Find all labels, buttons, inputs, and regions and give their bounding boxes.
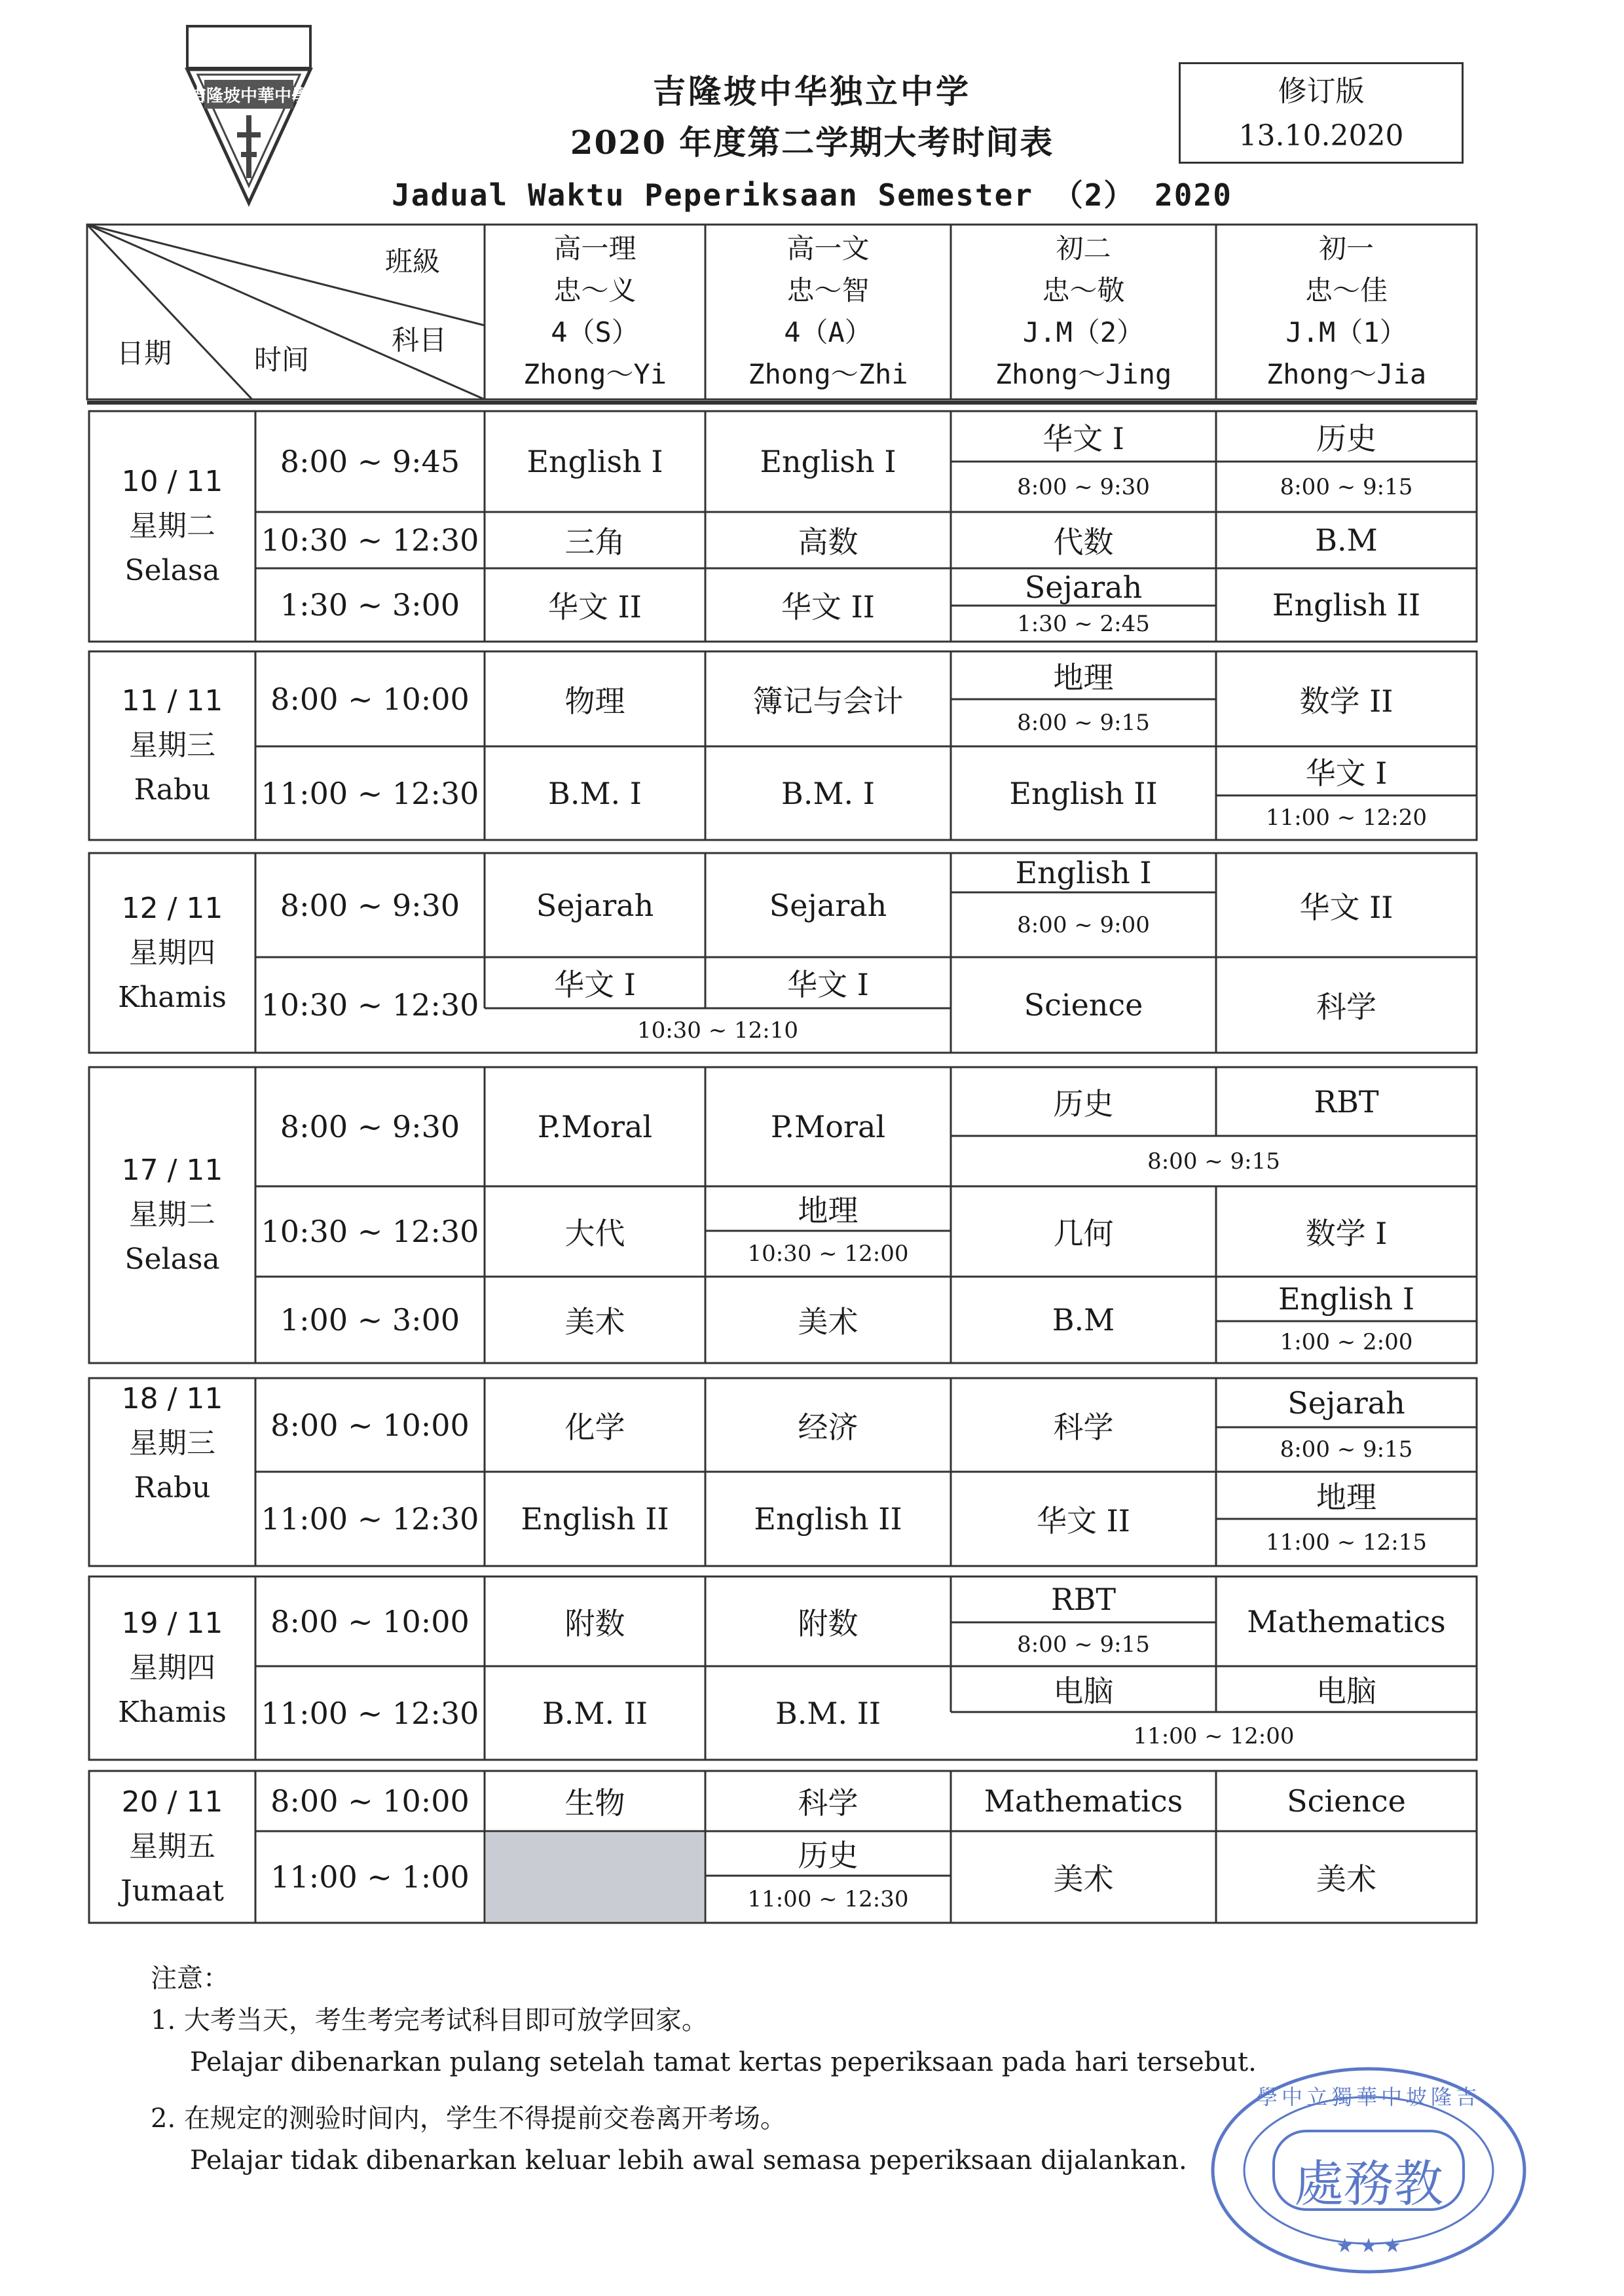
subject-cell: 美术 (1053, 1861, 1114, 1897)
subject-cell: 科学 (1053, 1409, 1114, 1445)
subject-cell: 历史 (798, 1838, 858, 1873)
day-label-3: 12 / 11 星期四 Khamis (118, 891, 227, 1014)
time-slot: 1:00 ~ 3:00 (280, 1302, 460, 1338)
day-label-6: 19 / 11 星期四 Khamis (118, 1607, 227, 1729)
subject-time: 10:30 ~ 12:10 (637, 1017, 799, 1044)
time-slot: 8:00 ~ 9:30 (280, 887, 460, 923)
subject-cell: English I (760, 444, 896, 479)
subject-cell: 高数 (798, 524, 858, 560)
subject-cell: 三角 (564, 524, 625, 560)
subject-cell: 美术 (564, 1304, 625, 1339)
subject-cell: Sejarah (769, 887, 887, 923)
time-slot: 8:00 ~ 10:00 (270, 681, 470, 717)
subject-cell: 华文 II (548, 589, 642, 625)
subject-time: 11:00 ~ 12:15 (1265, 1529, 1428, 1556)
note-2-ms: Pelajar tidak dibenarkan keluar lebih awal semasa peperiksaan dijalankan. (190, 2145, 1187, 2176)
subject-cell: 华文 II (781, 589, 875, 625)
subject-cell: 美术 (1316, 1861, 1376, 1897)
subject-cell: B.M (1315, 522, 1378, 558)
subject-time: 11:00 ~ 12:20 (1265, 805, 1428, 831)
subject-cell: 附数 (798, 1605, 858, 1641)
subject-cell: 华文 II (1037, 1503, 1130, 1539)
time-slot: 11:00 ~ 12:30 (261, 775, 479, 811)
subject-time: 1:30 ~ 2:45 (1017, 610, 1150, 637)
subject-cell: 美术 (798, 1304, 858, 1339)
time-slot: 8:00 ~ 9:45 (280, 444, 460, 479)
header-subject-label: 科目 (391, 324, 447, 356)
time-slot: 8:00 ~ 10:00 (270, 1407, 470, 1443)
subject-cell: 附数 (564, 1605, 625, 1641)
subject-cell: 物理 (564, 683, 625, 719)
header-column-3: 初二 忠～敬 J.M（2） Zhong～Jing (995, 232, 1172, 390)
subject-cell: Sejarah (1024, 569, 1143, 605)
time-slot: 8:00 ~ 9:30 (280, 1109, 460, 1144)
subject-cell: 电脑 (1316, 1673, 1376, 1709)
day-label-2: 11 / 11 星期三 Rabu (121, 684, 223, 807)
subject-cell: 代数 (1053, 524, 1114, 560)
time-slot: 10:30 ~ 12:30 (261, 1214, 479, 1249)
subject-time: 8:00 ~ 9:15 (1280, 1436, 1413, 1463)
subject-cell: Mathematics (984, 1783, 1183, 1819)
subject-cell: B.M. II (775, 1695, 881, 1731)
subject-cell: P.Moral (770, 1109, 886, 1144)
subject-time: 8:00 ~ 9:15 (1280, 473, 1413, 500)
header-column-2: 高一文 忠～智 4（A） Zhong～Zhi (748, 232, 908, 390)
time-slot: 11:00 ~ 12:30 (261, 1695, 479, 1731)
header-column-4: 初一 忠～佳 J.M（1） Zhong～Jia (1266, 232, 1427, 390)
time-slot: 11:00 ~ 12:30 (261, 1501, 479, 1537)
time-slot: 8:00 ~ 10:00 (270, 1783, 470, 1819)
office-stamp (1208, 2062, 1529, 2278)
subject-cell: 华文 I (1043, 420, 1124, 456)
stamp-ring-text: 學中立獨華中坡隆吉 (1256, 2085, 1481, 2109)
exam-title-zh: 2020 年度第二学期大考时间表 (570, 123, 1054, 162)
exam-title-ms: Jadual Waktu Peperiksaan Semester （2） 2020 (392, 177, 1232, 213)
subject-time: 11:00 ~ 12:00 (1133, 1722, 1295, 1749)
subject-cell: 电脑 (1053, 1673, 1114, 1709)
subject-cell: RBT (1050, 1582, 1116, 1617)
subject-cell: 地理 (1316, 1480, 1376, 1515)
subject-cell: 地理 (1053, 659, 1114, 695)
header-time-label: 时间 (253, 344, 309, 376)
day-label-5: 18 / 11 星期三 Rabu (121, 1382, 223, 1504)
day-label-7: 20 / 11 星期五 Jumaat (120, 1785, 224, 1908)
subject-time: 8:00 ~ 9:15 (1017, 1631, 1150, 1658)
subject-cell: 华文 I (1305, 755, 1388, 791)
subject-cell: English II (754, 1501, 902, 1537)
time-slot: 10:30 ~ 12:30 (261, 987, 479, 1023)
time-slot: 11:00 ~ 1:00 (270, 1859, 470, 1895)
header-date-label: 日期 (116, 337, 172, 369)
note-1-ms: Pelajar dibenarkan pulang setelah tamat kertas peperiksaan pada hari tersebut. (190, 2047, 1257, 2077)
subject-cell: 化学 (564, 1409, 625, 1445)
subject-cell: Science (1287, 1783, 1406, 1819)
time-slot: 10:30 ~ 12:30 (261, 522, 479, 558)
subject-cell: English I (1278, 1281, 1415, 1317)
subject-cell: 历史 (1053, 1085, 1114, 1121)
subject-time: 1:00 ~ 2:00 (1280, 1329, 1413, 1355)
subject-cell: B.M. I (781, 775, 875, 811)
subject-cell: Sejarah (536, 887, 654, 923)
subject-cell: B.M. I (548, 775, 642, 811)
subject-cell: 地理 (798, 1193, 858, 1228)
subject-cell: 华文 I (787, 967, 869, 1002)
revision-label: 修订版 (1278, 75, 1365, 108)
subject-cell: 生物 (564, 1785, 625, 1821)
school-logo-text: 吉隆坡中華中學 (189, 86, 308, 106)
revision-date: 13.10.2020 (1238, 119, 1404, 153)
subject-cell: 华文 I (554, 967, 636, 1002)
subject-cell: Mathematics (1247, 1603, 1446, 1639)
subject-cell: 华文 II (1299, 889, 1393, 925)
subject-cell: English II (1009, 775, 1158, 811)
subject-cell: 簿记与会计 (752, 683, 904, 719)
header-column-1: 高一理 忠～义 4（S） Zhong～Yi (523, 232, 667, 390)
note-1-zh: 1. 大考当天，考生考完考试科目即可放学回家。 (151, 2005, 708, 2035)
school-title: 吉隆坡中华独立中学 (653, 72, 971, 111)
subject-cell: English II (521, 1501, 669, 1537)
stamp-center-text: 處務教 (1294, 2155, 1443, 2213)
subject-time: 8:00 ~ 9:15 (1017, 710, 1150, 736)
subject-cell: 历史 (1316, 420, 1376, 456)
time-slot: 1:30 ~ 3:00 (280, 587, 460, 623)
day-label-1: 10 / 11 星期二 Selasa (121, 465, 223, 587)
time-slot: 8:00 ~ 10:00 (270, 1603, 470, 1639)
subject-time: 8:00 ~ 9:00 (1017, 911, 1150, 938)
subject-cell: P.Moral (537, 1109, 653, 1144)
subject-time: 11:00 ~ 12:30 (747, 1886, 909, 1912)
subject-cell: RBT (1314, 1084, 1379, 1120)
subject-time: 8:00 ~ 9:15 (1147, 1148, 1280, 1175)
subject-cell: Science (1024, 987, 1143, 1023)
subject-cell: 数学 I (1305, 1216, 1388, 1251)
subject-time: 8:00 ~ 9:30 (1017, 473, 1150, 500)
notes-heading: 注意： (151, 1963, 229, 1994)
subject-time: 10:30 ~ 12:00 (747, 1241, 909, 1267)
subject-cell: 科学 (798, 1785, 858, 1821)
subject-cell: English II (1272, 587, 1421, 623)
subject-cell: 几何 (1053, 1216, 1114, 1251)
subject-cell: B.M (1052, 1302, 1115, 1338)
empty-shaded-cell (486, 1832, 704, 1922)
subject-cell: English I (1015, 855, 1152, 890)
subject-cell: 科学 (1316, 989, 1376, 1025)
svg-text:★ ★ ★: ★ ★ ★ (1336, 2234, 1401, 2257)
note-2-zh: 2. 在规定的测验时间内，学生不得提前交卷离开考场。 (151, 2104, 786, 2134)
subject-cell: 大代 (564, 1216, 625, 1251)
subject-cell: English I (526, 444, 663, 479)
notes-section (151, 1958, 1257, 2181)
subject-cell: B.M. II (542, 1695, 648, 1731)
day-label-4: 17 / 11 星期二 Selasa (121, 1154, 223, 1276)
subject-cell: 经济 (798, 1409, 858, 1445)
subject-cell: Sejarah (1287, 1385, 1405, 1421)
subject-cell: 数学 II (1299, 683, 1393, 719)
header-class-label: 班級 (384, 246, 440, 278)
